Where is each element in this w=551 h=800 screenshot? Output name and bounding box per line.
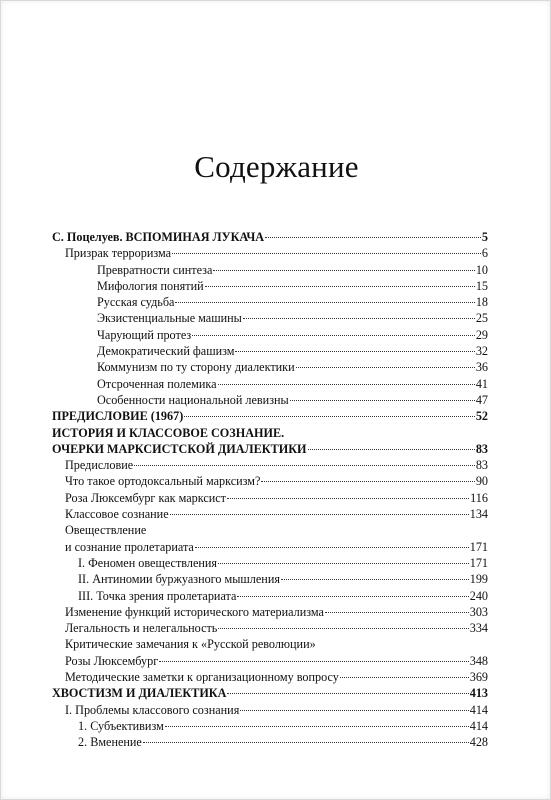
dot-leader xyxy=(227,693,468,694)
dot-leader xyxy=(134,465,475,466)
dot-leader xyxy=(184,416,475,417)
dot-leader xyxy=(175,302,474,303)
toc-entry-page: 5 xyxy=(481,230,488,244)
dot-leader xyxy=(218,563,469,564)
toc-entry xyxy=(52,278,488,294)
dot-leader xyxy=(261,481,474,482)
toc-entry xyxy=(52,343,488,359)
toc-entry-page: 10 xyxy=(475,262,488,277)
toc-entry xyxy=(52,490,488,506)
toc-entry-page: 334 xyxy=(469,621,488,636)
toc-entry-page: 414 xyxy=(469,702,488,717)
dot-leader xyxy=(159,661,469,662)
toc-entry-title: Превратности синтеза xyxy=(97,262,213,277)
toc-entry xyxy=(52,441,488,457)
toc-entry xyxy=(52,653,488,669)
dot-leader xyxy=(227,498,469,499)
toc-entry-title: Отсроченная полемика xyxy=(97,376,217,391)
toc-entry-title: Экзистенциальные машины xyxy=(97,311,242,326)
dot-leader xyxy=(308,449,475,450)
toc-entry xyxy=(52,473,488,489)
toc-entry-title: Розы Люксембург xyxy=(65,653,159,668)
toc-entry-page: 413 xyxy=(469,686,488,701)
toc-entry xyxy=(52,734,488,750)
toc-entry xyxy=(52,262,488,278)
toc-entry xyxy=(52,376,488,392)
dot-leader xyxy=(240,710,468,711)
toc-entry-title: и сознание пролетариата xyxy=(65,539,194,554)
page-title: Содержание xyxy=(194,149,359,184)
toc-entry-title: Классовое сознание xyxy=(65,507,169,522)
toc-entry-title: II. Антиномии буржуазного мышления xyxy=(78,572,280,587)
toc-entry-title: Предисловие xyxy=(65,458,134,473)
dot-leader xyxy=(281,579,469,580)
dot-leader xyxy=(172,253,481,254)
toc-entry-title: Призрак терроризма xyxy=(65,246,172,261)
toc-entry xyxy=(52,718,488,734)
toc-entry xyxy=(52,425,488,441)
toc-entry-title: Демократический фашизм xyxy=(97,344,235,359)
toc-entry-page: 240 xyxy=(469,588,488,603)
toc-entry xyxy=(52,555,488,571)
toc-entry-title: ИСТОРИЯ И КЛАССОВОЕ СОЗНАНИЕ. xyxy=(52,425,285,440)
toc-entry-title: Чарующий протез xyxy=(97,327,192,342)
toc-entry-title: III. Точка зрения пролетариата xyxy=(78,588,237,603)
toc-entry-page: 6 xyxy=(481,246,488,261)
toc-entry xyxy=(52,636,488,652)
dot-leader xyxy=(265,237,481,238)
toc-entry-title: 1. Субъективизм xyxy=(78,718,164,733)
dot-leader xyxy=(170,514,469,515)
toc-entry xyxy=(52,702,488,718)
dot-leader xyxy=(340,677,469,678)
toc-entry-page: 171 xyxy=(469,539,488,554)
toc-entry-title: Русская судьба xyxy=(97,295,175,310)
toc-entry-title: Особенности национальной левизны xyxy=(97,392,289,407)
toc-entry-page: 32 xyxy=(475,344,488,359)
toc-entry-title: Методические заметки к организационному вопросу xyxy=(65,670,339,685)
toc-entry-title: Легальность и нелегальность xyxy=(65,621,218,636)
toc-entry-title: Коммунизм по ту сторону диалектики xyxy=(97,360,295,375)
dot-leader xyxy=(213,270,474,271)
toc-entry-title: Роза Люксембург как марксист xyxy=(65,490,227,505)
toc-entry xyxy=(52,294,488,310)
toc-entry-page: 199 xyxy=(469,572,488,587)
toc-entry-page: 83 xyxy=(475,441,488,456)
toc-entry-page: 41 xyxy=(475,376,488,391)
toc-entry-page: 52 xyxy=(475,409,488,424)
toc-entry-page: 134 xyxy=(469,507,488,522)
toc-entry xyxy=(52,522,488,538)
dot-leader xyxy=(235,351,474,352)
toc-entry xyxy=(52,588,488,604)
toc-entry-page: 90 xyxy=(475,474,488,489)
toc-entry-title: Овеществление xyxy=(65,523,147,538)
dot-leader xyxy=(143,742,469,743)
toc-entry-page: 47 xyxy=(475,392,488,407)
toc-entry-title: Изменение функций исторического материализма xyxy=(65,604,324,619)
dot-leader xyxy=(192,335,475,336)
dot-leader xyxy=(165,726,469,727)
toc-entry-title: Критические замечания к «Русской революции» xyxy=(65,637,316,652)
toc-entry xyxy=(52,669,488,685)
toc-entry xyxy=(52,245,488,261)
toc-entry-title: ХВОСТИЗМ И ДИАЛЕКТИКА xyxy=(52,686,227,701)
toc-entry-title: С. Поцелуев. ВСПОМИНАЯ ЛУКАЧА xyxy=(52,230,265,244)
toc-entry xyxy=(52,408,488,424)
toc-entry-page: 414 xyxy=(469,718,488,733)
toc-entry-page: 171 xyxy=(469,555,488,570)
dot-leader xyxy=(218,384,475,385)
toc-entry-title: ПРЕДИСЛОВИЕ (1967) xyxy=(52,409,184,424)
toc-entry-page: 348 xyxy=(469,653,488,668)
table-of-contents xyxy=(52,229,488,751)
dot-leader xyxy=(325,612,469,613)
dot-leader xyxy=(205,286,475,287)
toc-entry-title: Мифология понятий xyxy=(97,278,204,293)
toc-entry xyxy=(52,327,488,343)
dot-leader xyxy=(218,628,468,629)
toc-entry-page: 25 xyxy=(475,311,488,326)
dot-leader xyxy=(237,596,468,597)
toc-entry-page: 18 xyxy=(475,295,488,310)
toc-entry xyxy=(52,539,488,555)
toc-entry-page: 116 xyxy=(470,490,488,505)
dot-leader xyxy=(296,367,475,368)
dot-leader xyxy=(195,547,469,548)
dot-leader xyxy=(243,318,475,319)
toc-entry-page: 36 xyxy=(475,360,488,375)
toc-entry xyxy=(52,392,488,408)
toc-entry xyxy=(52,571,488,587)
toc-entry xyxy=(52,310,488,326)
toc-entry-title: I. Проблемы классового сознания xyxy=(65,702,240,717)
toc-entry-title: I. Феномен овеществления xyxy=(78,555,218,570)
toc-entry xyxy=(52,604,488,620)
toc-entry xyxy=(52,229,488,245)
toc-entry xyxy=(52,457,488,473)
toc-entry xyxy=(52,506,488,522)
toc-entry-page: 83 xyxy=(475,458,488,473)
toc-entry-page: 15 xyxy=(475,278,488,293)
toc-entry-page: 369 xyxy=(469,670,488,685)
dot-leader xyxy=(290,400,475,401)
toc-entry xyxy=(52,620,488,636)
toc-entry-title: ОЧЕРКИ МАРКСИСТСКОЙ ДИАЛЕКТИКИ xyxy=(52,441,307,456)
toc-entry-page: 29 xyxy=(475,327,488,342)
toc-entry xyxy=(52,359,488,375)
toc-entry-title: 2. Вменение xyxy=(78,735,142,750)
toc-entry-page: 428 xyxy=(469,735,488,750)
toc-entry-title: Что такое ортодоксальный марксизм? xyxy=(65,474,261,489)
toc-entry xyxy=(52,685,488,701)
toc-entry-page: 303 xyxy=(469,604,488,619)
